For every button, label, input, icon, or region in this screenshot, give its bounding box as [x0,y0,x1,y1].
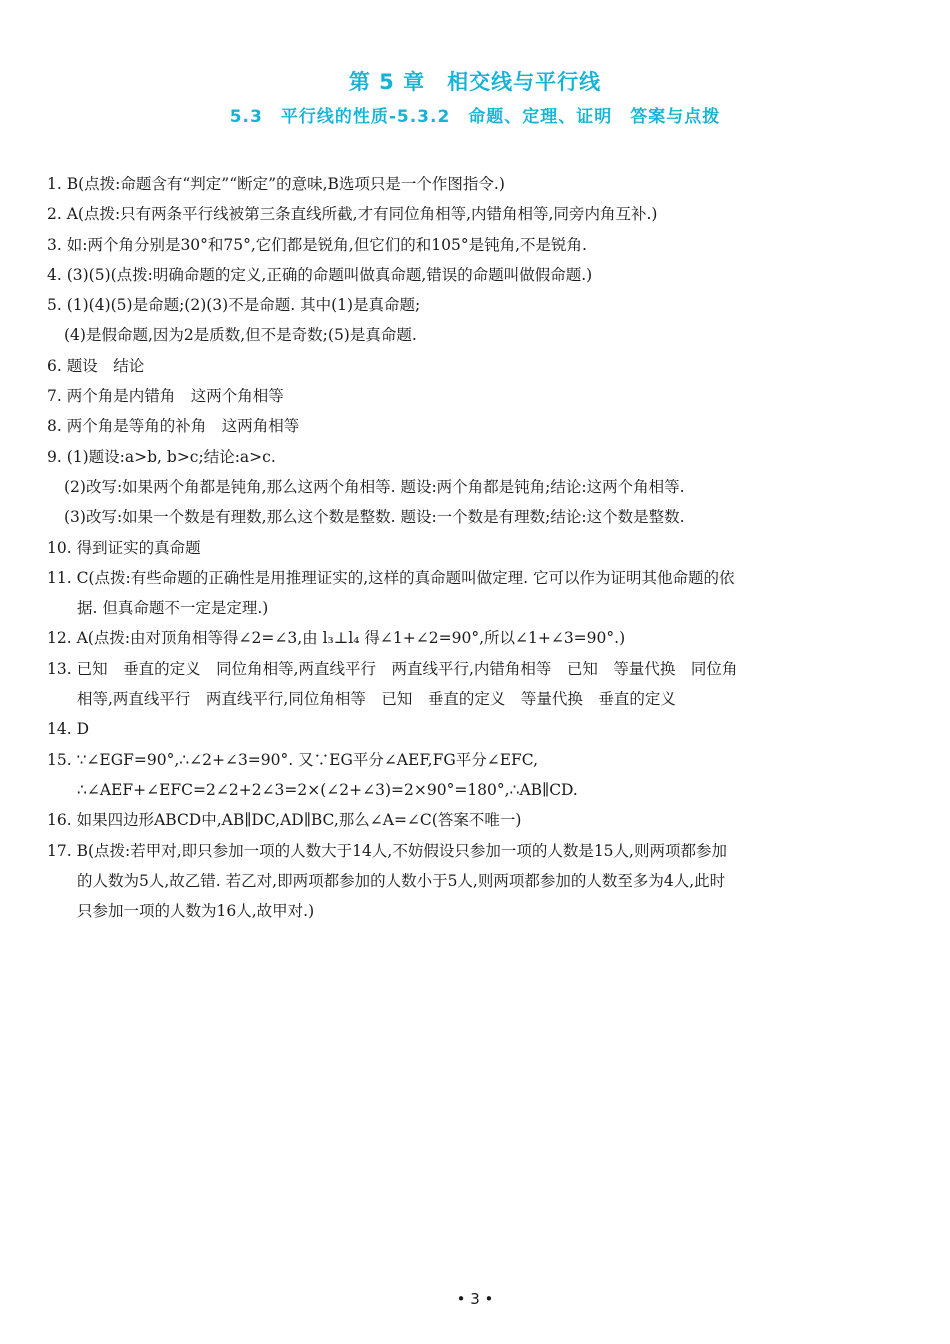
answer-10: 10. 得到证实的真命题 [47,538,201,557]
answer-4: 4. (3)(5)(点拨:明确命题的定义,正确的命题叫做真命题,错误的命题叫做假命题.) [47,265,593,284]
answer-list [47,169,907,926]
page-number: • 3 • [456,1290,494,1308]
answer-3: 3. 如:两个角分别是30°和75°,它们都是锐角,但它们的和105°是钝角,不是锐角. [47,235,587,254]
answer-11-continued: 据. 但真命题不一定是定理.) [77,599,269,618]
answer-17-continued-2: 只参加一项的人数为16人,故甲对.) [77,902,315,921]
answer-7: 7. 两个角是内错角 这两个角相等 [47,387,284,406]
answer-15: 15. ∵∠EGF=90°,∴∠2+∠3=90°. 又∵EG平分∠AEF,FG平分∠EFC, [47,750,539,769]
answer-5-continued: (4)是假命题,因为2是质数,但不是奇数;(5)是真命题. [64,326,417,345]
answer-15-continued: ∴∠AEF+∠EFC=2∠2+2∠3=2×(∠2+∠3)=2×90°=180°,∴AB∥CD. [77,780,578,799]
answer-9: 9. (1)题设:a>b, b>c;结论:a>c. [47,447,276,466]
answer-9-part-2: (2)改写:如果两个角都是钝角,那么这两个角相等. 题设:两个角都是钝角;结论:这两个角相等. [64,477,685,496]
section-title: 5.3 平行线的性质-5.3.2 命题、定理、证明 答案与点拨 [229,107,721,127]
answer-13-continued: 相等,两直线平行 两直线平行,同位角相等 已知 垂直的定义 等量代换 垂直的定义 [77,690,676,709]
answer-5: 5. (1)(4)(5)是命题;(2)(3)不是命题. 其中(1)是真命题; [47,296,421,315]
answer-13: 13. 已知 垂直的定义 同位角相等,两直线平行 两直线平行,内错角相等 已知 等量代换 同位角 [47,659,738,678]
answer-17-continued: 的人数为5人,故乙错. 若乙对,即两项都参加的人数小于5人,则两项都参加的人数至多为4人,此时 [77,871,726,890]
answer-2: 2. A(点拨:只有两条平行线被第三条直线所截,才有同位角相等,内错角相等,同旁内角互补.) [47,205,658,224]
answer-6: 6. 题设 结论 [47,356,145,375]
answer-16: 16. 如果四边形ABCD中,AB∥DC,AD∥BC,那么∠A=∠C(答案不唯一) [47,811,522,830]
answer-11: 11. C(点拨:有些命题的正确性是用推理证实的,这样的真命题叫做定理. 它可以作为证明其他命题的依 [47,568,735,587]
answer-9-part-3: (3)改写:如果一个数是有理数,那么这个数是整数. 题设:一个数是有理数;结论:这个数是整数. [64,508,685,527]
chapter-title: 第 5 章 相交线与平行线 [348,70,602,94]
answer-1: 1. B(点拨:命题含有“判定”“断定”的意味,B选项只是一个作图指令.) [47,175,505,193]
answer-8: 8. 两个角是等角的补角 这两角相等 [47,417,300,436]
answer-12: 12. A(点拨:由对顶角相等得∠2=∠3,由 l₃⊥l₄ 得∠1+∠2=90°,所以∠1+∠3=90°.) [47,629,626,648]
answer-14: 14. D [47,720,90,739]
answer-17: 17. B(点拨:若甲对,即只参加一项的人数大于14人,不妨假设只参加一项的人数是15人,则两项都参加 [47,841,727,860]
